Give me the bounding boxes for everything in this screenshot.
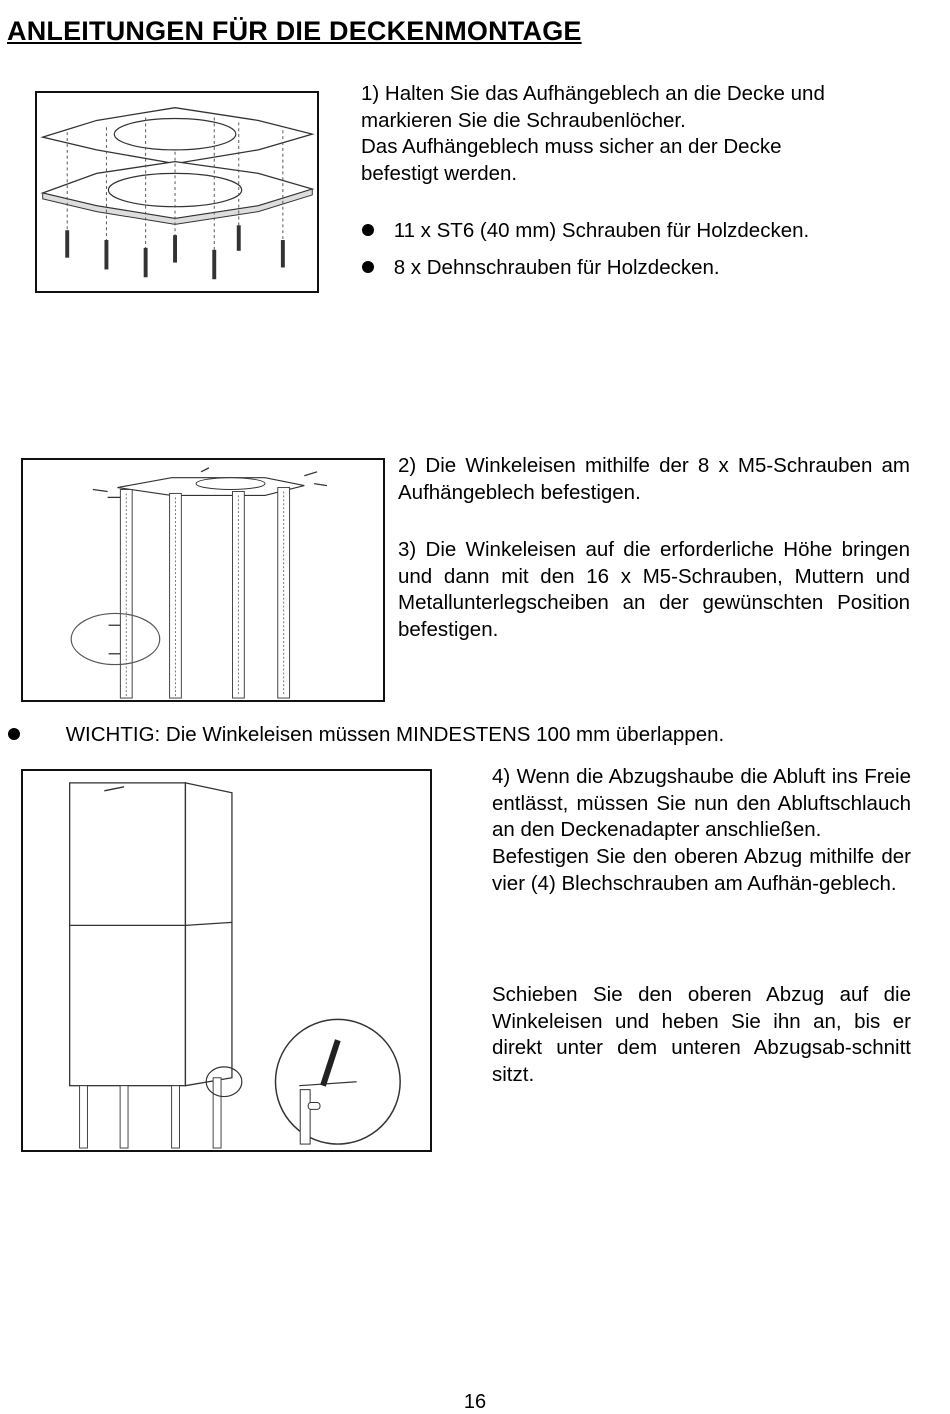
step1-line: markieren Sie die Schraubenlöcher. bbox=[361, 108, 686, 132]
important-note bbox=[8, 722, 724, 748]
bullet-text: 8 x Dehnschrauben für Holzdecken. bbox=[393, 256, 720, 279]
mounting-plate-illustration bbox=[35, 91, 319, 293]
bullet-text: 11 x ST6 (40 mm) Schrauben für Holzdecken. bbox=[393, 219, 810, 242]
step1-text bbox=[361, 81, 921, 188]
bullet-icon bbox=[362, 261, 374, 273]
step4-paragraph-3: Schieben Sie den oberen Abzug auf die Winkeleisen und heben Sie ihn an, bis er direkt unter dem unteren Abzugsab-schnitt sitzt. bbox=[492, 983, 911, 1087]
step3-text bbox=[398, 537, 910, 644]
page-number: 16 bbox=[463, 1391, 487, 1413]
bullet-icon bbox=[8, 728, 20, 740]
chimney-cover-drawing bbox=[23, 771, 430, 1150]
bullet-item bbox=[362, 255, 720, 281]
step4-text bbox=[492, 764, 911, 898]
step3-paragraph: 3) Die Winkeleisen auf die erforderliche Höhe bringen und dann mit den 16 x M5-Schrauben, Muttern und Metallunterlegscheiben an der gewünschten Position befestigen. bbox=[398, 538, 910, 642]
angle-brackets-illustration bbox=[21, 458, 385, 702]
step2-text bbox=[398, 453, 910, 506]
step4-paragraph-2: Befestigen Sie den oberen Abzug mithilfe der vier (4) Blechschrauben am Aufhän-geblech. bbox=[492, 845, 911, 895]
step4-paragraph-1: 4) Wenn die Abzugshaube die Abluft ins Freie entlässt, müssen Sie nun den Abluftschlauch an den Deckenadapter anschließen. bbox=[492, 765, 911, 842]
mounting-plate-drawing bbox=[37, 93, 317, 291]
important-text: WICHTIG: Die Winkeleisen müssen MINDESTENS 100 mm überlappen. bbox=[65, 723, 725, 746]
bullet-icon bbox=[362, 224, 374, 236]
angle-brackets-drawing bbox=[23, 460, 383, 700]
step1-line: befestigt werden. bbox=[361, 162, 518, 186]
step1-line: 1) Halten Sie das Aufhängeblech an die Decke und bbox=[361, 82, 825, 105]
bullet-item bbox=[362, 218, 809, 244]
page-title: ANLEITUNGEN FÜR DIE DECKENMONTAGE bbox=[7, 16, 582, 46]
step2-paragraph: 2) Die Winkeleisen mithilfe der 8 x M5-Schrauben am Aufhängeblech befestigen. bbox=[398, 454, 910, 504]
chimney-cover-illustration bbox=[21, 769, 432, 1152]
step4b-text bbox=[492, 982, 911, 1089]
step1-line: Das Aufhängeblech muss sicher an der Decke bbox=[361, 135, 782, 159]
